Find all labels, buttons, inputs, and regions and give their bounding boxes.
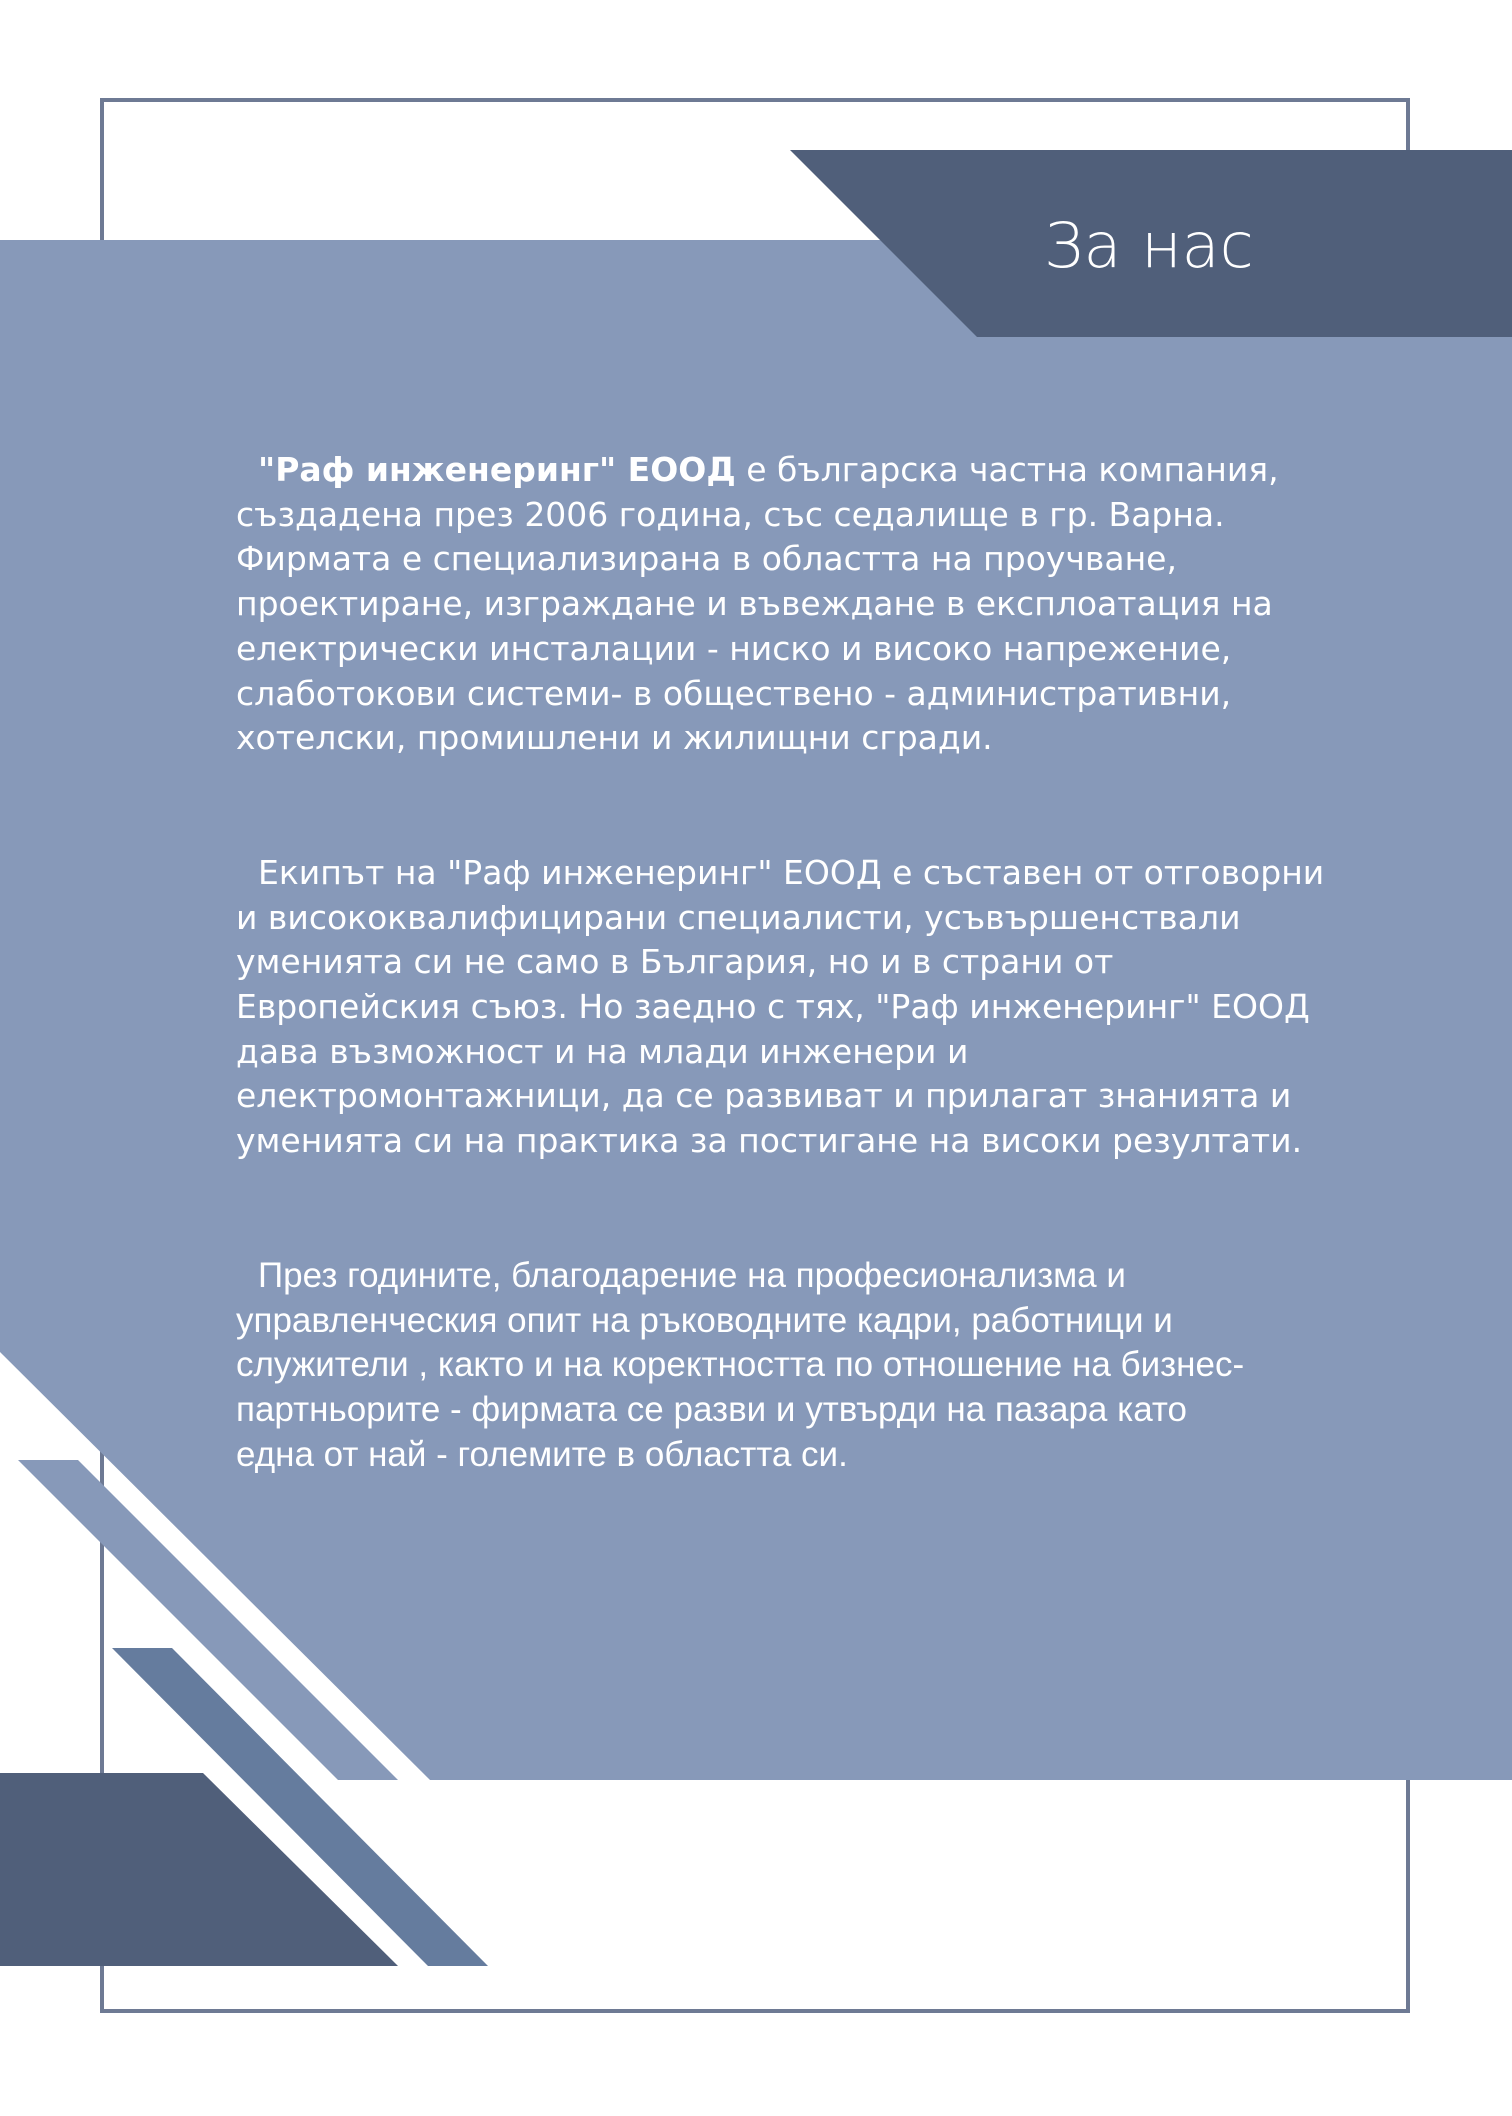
company-name: "Раф инженеринг" ЕООД — [258, 450, 736, 489]
paragraph-company-intro — [236, 448, 1376, 761]
paragraph-text: През годините, благодарение на професионализма и управленческия опит на ръководните кадри, работници и служители , както и на коректността по отношение на бизнес- партньорите - фирмата се разви и утвърди на пазара като една от най - големите в областта си. — [236, 1255, 1245, 1474]
paragraph-history — [236, 1254, 1376, 1478]
about-text — [236, 448, 1376, 1477]
paragraph-text: е българска частна компания, създадена през 2006 година, със седалище в гр. Варна. Фирмата е специализирана в областта на проучване, проектиране, изграждане и въвеждане в експлоатация на електрически инсталации - ниско и високо напрежение, слаботокови системи- в обществено - административни, хотелски, промишлени и жилищни сгради. — [236, 450, 1279, 758]
page-title: За нас — [1044, 209, 1254, 282]
paragraph-team — [236, 851, 1376, 1164]
paragraph-text: Екипът на "Раф инженеринг" ЕООД е съставен от отговорни и висококвалифицирани специалисти, усъвършенствали уменията си не само в България, но и в страни от Европейския съюз. Но заедно с тях, "Раф инженеринг" ЕООД дава възможност и на млади инженери и електромонтажници, да се развиват и прилагат знанията и уменията си на практика за постигане на високи резултати. — [236, 852, 1325, 1161]
